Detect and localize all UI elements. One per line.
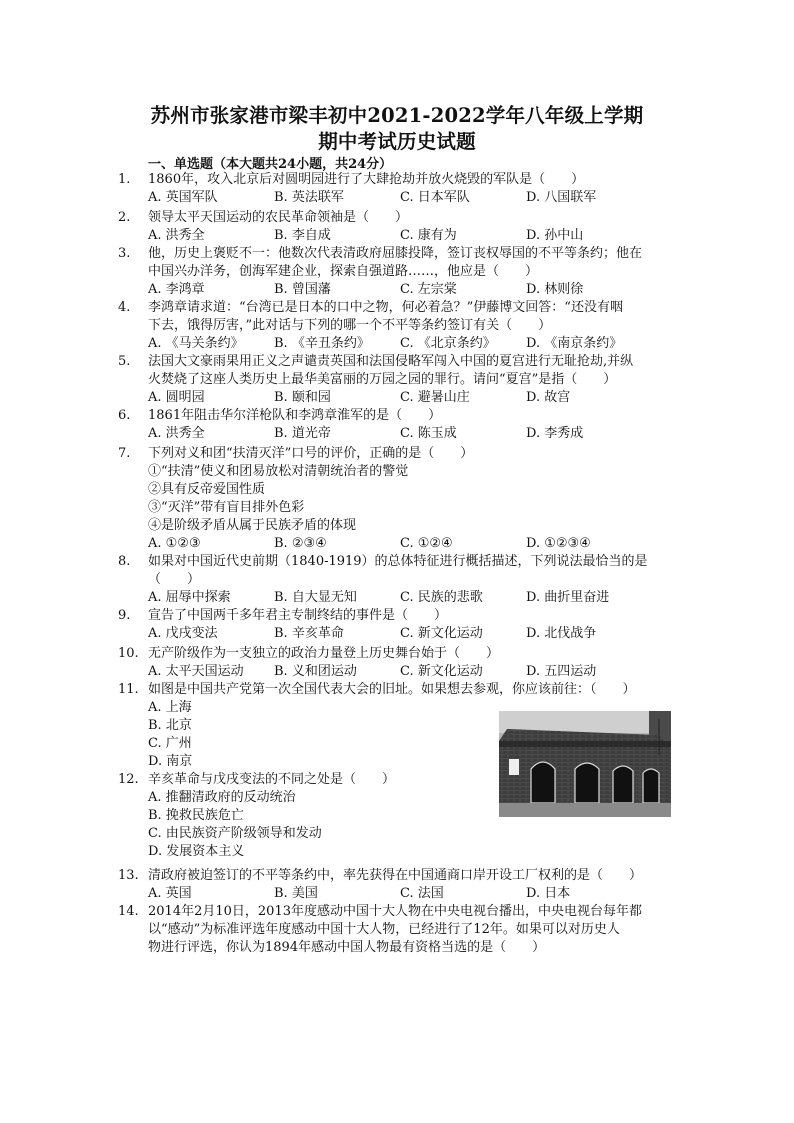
- answer-option: A. 洪秀全: [148, 426, 205, 441]
- site-photo: [499, 711, 671, 817]
- answer-option: A. 戊戌变法: [148, 626, 218, 641]
- answer-options: [148, 885, 668, 903]
- answer-option: B. 自大显无知: [274, 590, 357, 605]
- section-heading: 一、单选题（本大题共24小题，共24分）: [148, 157, 393, 172]
- question-stem: 领导太平天国运动的农民革命领袖是（ ）: [148, 210, 409, 225]
- question-stem: 2014年2月10日，2013年度感动中国十大人物在中央电视台播出，中央电视台每年都: [148, 904, 642, 919]
- question-line: ②具有反帝爱国性质: [148, 482, 266, 497]
- answer-option: C. ①②④: [400, 536, 453, 551]
- answer-option: C. 《北京条约》: [400, 336, 496, 351]
- answer-option: A. 屈辱中探索: [148, 590, 231, 605]
- answer-option: B. 义和团运动: [274, 664, 357, 679]
- answer-option: C. 新文化运动: [400, 664, 483, 679]
- question-stem: 如图是中国共产党第一次全国代表大会的旧址。如果想去参观，你应该前往：（ ）: [148, 682, 636, 697]
- answer-option: D. 五四运动: [526, 664, 597, 679]
- question-stem: 1861年阻击华尔洋枪队和李鸿章淮军的是（ ）: [148, 408, 442, 423]
- question-line: 下去，饿得厉害，”此对话与下列的哪一个不平等条约签订有关（ ）: [148, 318, 552, 333]
- question-line: D. 发展资本主义: [148, 844, 245, 859]
- answer-options: [148, 535, 668, 553]
- question-number: 8.: [118, 554, 131, 569]
- answer-option: C. 新文化运动: [400, 626, 483, 641]
- answer-option: A. 太平天国运动: [148, 664, 244, 679]
- answer-option: B. 颐和园: [274, 390, 331, 405]
- answer-option: A. 英国: [148, 886, 192, 901]
- question-line: A. 推翻清政府的反动统治: [148, 790, 296, 805]
- answer-options: [148, 227, 668, 245]
- answer-option: C. 陈玉成: [400, 426, 457, 441]
- answer-option: A. 英国军队: [148, 190, 218, 205]
- question-number: 3.: [118, 246, 131, 261]
- document-title-line2: 期中考试历史试题: [318, 130, 476, 153]
- question-number: 10.: [118, 646, 139, 661]
- answer-option: C. 法国: [400, 886, 444, 901]
- answer-options: [148, 189, 668, 207]
- question-line: （ ）: [148, 572, 201, 587]
- question-number: 13.: [118, 868, 139, 883]
- question-number: 12.: [118, 772, 139, 787]
- answer-option: C. 民族的悲歌: [400, 590, 483, 605]
- answer-option: B. 《辛丑条约》: [274, 336, 370, 351]
- answer-options: [148, 335, 668, 353]
- question-line: B. 挽救民族危亡: [148, 808, 244, 823]
- question-stem: 辛亥革命与戊戌变法的不同之处是（ ）: [148, 772, 396, 787]
- question-number: 6.: [118, 408, 131, 423]
- answer-options: [148, 281, 668, 299]
- answer-option: B. 曾国藩: [274, 282, 331, 297]
- answer-option: B. ②③④: [274, 536, 327, 551]
- question-stem: 李鸿章请求道：“台湾已是日本的口中之物，何必着急？”伊藤博文回答：“还没有咽: [148, 300, 623, 315]
- question-stem: 清政府被迫签订的不平等条约中，率先获得在中国通商口岸开设工厂权利的是（ ）: [148, 868, 643, 883]
- answer-option: A. 圆明园: [148, 390, 205, 405]
- answer-option: A. 李鸿章: [148, 282, 205, 297]
- answer-option: D. 日本: [526, 886, 571, 901]
- question-stem: 他，历史上褒贬不一：他数次代表清政府屈膝投降，签订丧权辱国的不平等条约；他在: [148, 246, 643, 261]
- question-number: 14.: [118, 904, 139, 919]
- answer-option: D. 林则徐: [526, 282, 584, 297]
- question-number: 4.: [118, 300, 131, 315]
- question-stem: 宣告了中国两千多年君主专制终结的事件是（ ）: [148, 608, 448, 623]
- question-number: 5.: [118, 354, 131, 369]
- answer-option: C. 避暑山庄: [400, 390, 470, 405]
- answer-option: A. ①②③: [148, 536, 201, 551]
- answer-option: B. 辛亥革命: [274, 626, 344, 641]
- question-number: 11.: [118, 682, 139, 697]
- question-number: 1.: [118, 172, 131, 187]
- answer-option: C. 左宗棠: [400, 282, 457, 297]
- answer-option: A. 《马关条约》: [148, 336, 244, 351]
- question-number: 7.: [118, 446, 131, 461]
- answer-option: C. 康有为: [400, 228, 457, 243]
- question-line: B. 北京: [148, 718, 192, 733]
- question-number: 2.: [118, 210, 131, 225]
- answer-option: D. 八国联军: [526, 190, 597, 205]
- question-line: ④是阶级矛盾从属于民族矛盾的体现: [148, 518, 357, 533]
- answer-options: [148, 589, 668, 607]
- answer-options: [148, 389, 668, 407]
- answer-option: C. 日本军队: [400, 190, 470, 205]
- question-line: ③“灭洋”带有盲目排外色彩: [148, 500, 305, 515]
- question-line: 火焚烧了这座人类历史上最华美富丽的万园之园的罪行。请问“夏宫”是指（ ）: [148, 372, 617, 387]
- question-stem: 如果对中国近代史前期（1840-1919）的总体特征进行概括描述，下列说法最恰当的是: [148, 554, 648, 569]
- question-line: ①“扶清”使义和团易放松对清朝统治者的警觉: [148, 464, 409, 479]
- answer-option: D. 曲折里奋进: [526, 590, 610, 605]
- answer-option: B. 道光帝: [274, 426, 331, 441]
- question-line: C. 广州: [148, 736, 192, 751]
- answer-option: D. 李秀成: [526, 426, 584, 441]
- question-line: 以“感动”为标准评选年度感动中国十大人物，已经进行了12年。如果可以对历史人: [148, 922, 620, 937]
- answer-option: D. 故宫: [526, 390, 571, 405]
- question-line: D. 南京: [148, 754, 193, 769]
- question-stem: 1860年，攻入北京后对圆明园进行了大肆抢劫并放火烧毁的军队是（ ）: [148, 172, 585, 187]
- question-stem: 下列对义和团“扶清灭洋”口号的评价，正确的是（ ）: [148, 446, 474, 461]
- question-line: A. 上海: [148, 700, 192, 715]
- answer-option: D. 孙中山: [526, 228, 584, 243]
- document-title-line1: 苏州市张家港市梁丰初中2021-2022学年八年级上学期: [150, 104, 644, 127]
- answer-option: A. 洪秀全: [148, 228, 205, 243]
- answer-option: D. 北伐战争: [526, 626, 597, 641]
- answer-option: D. 《南京条约》: [526, 336, 623, 351]
- answer-options: [148, 425, 668, 443]
- answer-options: [148, 663, 668, 681]
- answer-options: [148, 625, 668, 643]
- question-line: 物进行评选，你认为1894年感动中国人物最有资格当选的是（ ）: [148, 940, 546, 955]
- question-number: 9.: [118, 608, 131, 623]
- question-stem: 法国大文豪雨果用正义之声谴责英国和法国侵略军闯入中国的夏宫进行无耻抢劫,并纵: [148, 354, 634, 369]
- answer-option: B. 英法联军: [274, 190, 344, 205]
- answer-option: B. 美国: [274, 886, 318, 901]
- question-line: C. 由民族资产阶级领导和发动: [148, 826, 322, 841]
- answer-option: D. ①②③④: [526, 536, 591, 551]
- question-line: 中国兴办洋务，创海军建企业，探索自强道路……，他应是（ ）: [148, 264, 539, 279]
- answer-option: B. 李自成: [274, 228, 331, 243]
- question-stem: 无产阶级作为一支独立的政治力量登上历史舞台始于（ ）: [148, 646, 500, 661]
